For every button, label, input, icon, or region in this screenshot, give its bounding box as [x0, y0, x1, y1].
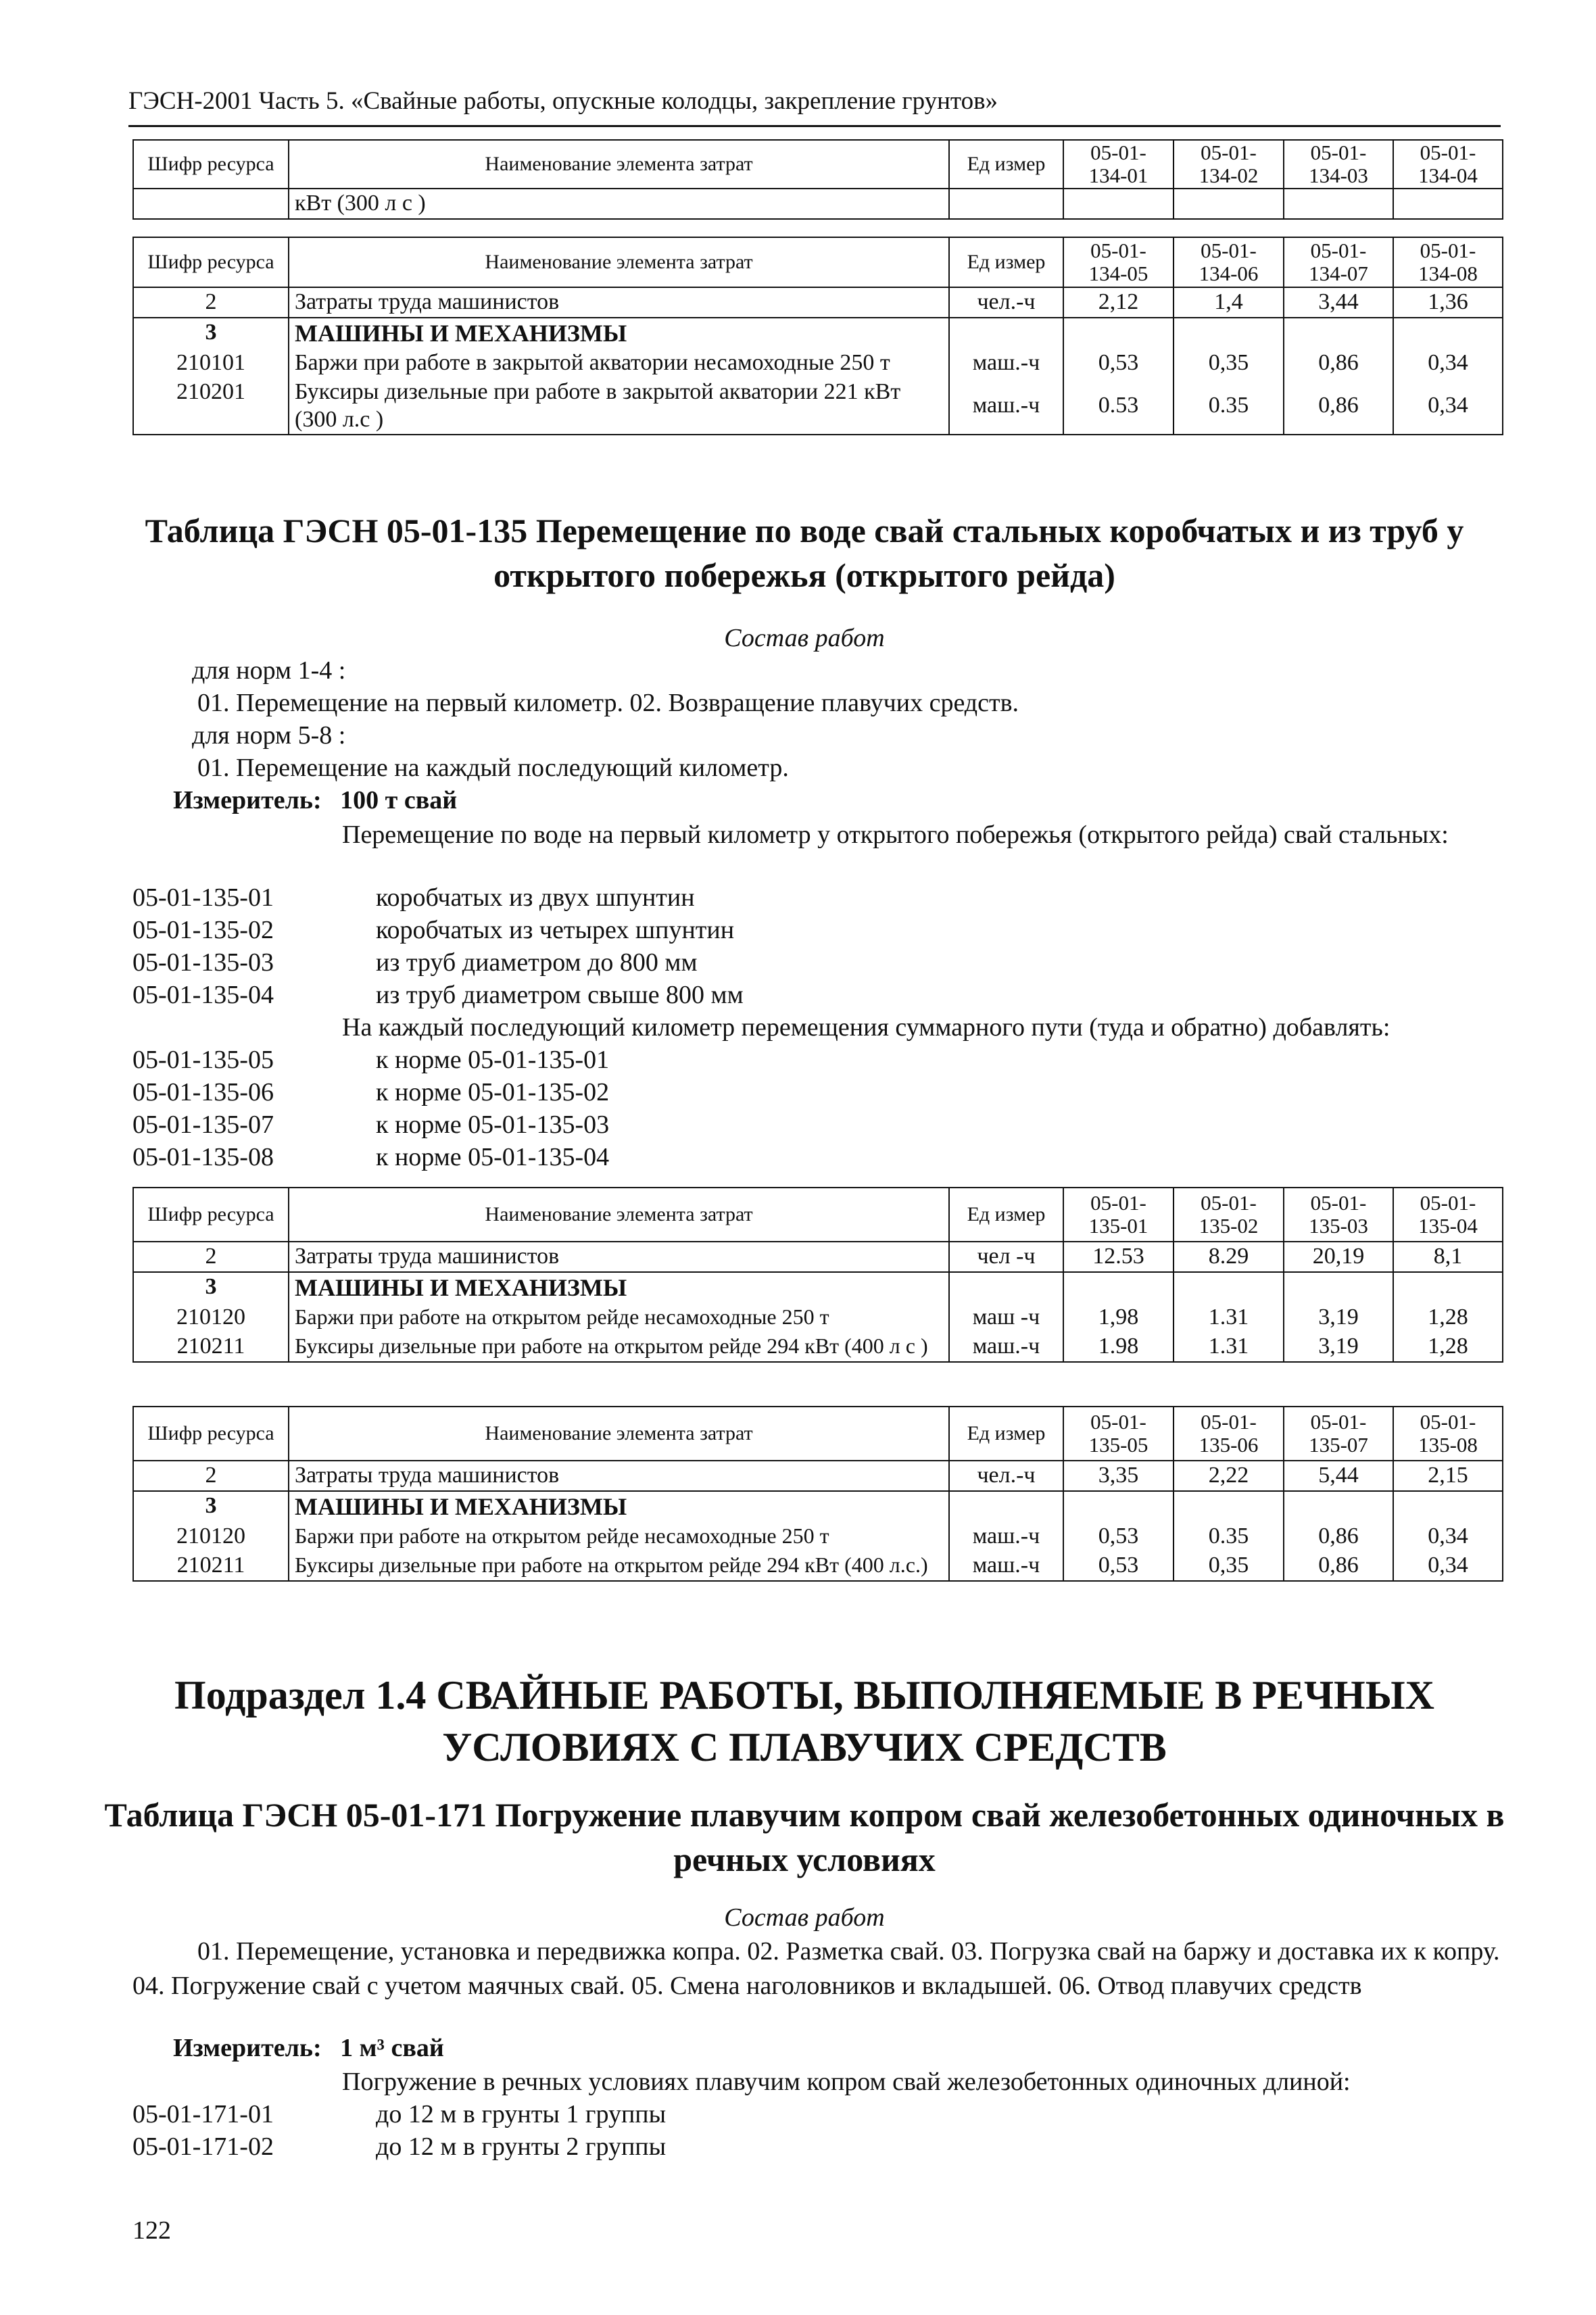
col-header-name: Наименование элемента затрат: [289, 1188, 949, 1242]
work-description: 01. Перемещение на первый километр. 02. Возвращение плавучих средств.: [197, 689, 1019, 717]
list-item: [132, 1045, 1484, 1076]
resource-code: 2: [133, 1461, 289, 1491]
resource-code: 210211: [133, 1551, 289, 1581]
col-header-norm: 05-01- 134-07: [1284, 237, 1393, 287]
subsection-title: Подраздел 1.4 СВАЙНЫЕ РАБОТЫ, ВЫПОЛНЯЕМЫЕ В РЕЧНЫХ УСЛОВИЯХ С ПЛАВУЧИХ СРЕДСТВ: [174, 1673, 1434, 1770]
value-cell: 3,19: [1284, 1303, 1393, 1332]
col-header-name: Наименование элемента затрат: [289, 140, 949, 189]
work-description: 01. Перемещение, установка и передвижка копра. 02. Разметка свай. 03. Погрузка свай на баржу и доставка их к копру. 04. Погружение свай с учетом маячных свай. 05. Смена наголовников и вкладышей. 06. Отвод плавучих средств: [132, 1937, 1500, 2000]
table-row: [133, 287, 1503, 318]
section-label: МАШИНЫ И МЕХАНИЗМЫ: [289, 1491, 949, 1522]
measure-label: [173, 785, 457, 815]
col-header-name: Наименование элемента затрат: [289, 237, 949, 287]
col-header-code: Шифр ресурса: [133, 237, 289, 287]
value-cell: 2,15: [1393, 1461, 1503, 1491]
table-row: [133, 1522, 1503, 1551]
measure-label-text: Измеритель:: [173, 786, 322, 814]
resource-code: 210201: [133, 378, 289, 435]
col-header-norm: 05-01- 135-08: [1393, 1407, 1503, 1461]
value-cell: 12.53: [1063, 1242, 1174, 1272]
value-cell: 3,44: [1284, 287, 1393, 318]
table-row: [133, 349, 1503, 378]
resource-unit: маш.-ч: [949, 378, 1063, 435]
norm-code: 05-01-135-03: [132, 948, 274, 977]
value-cell: 0,35: [1174, 1551, 1284, 1581]
list-item: [132, 883, 1484, 914]
norm-description: к норме 05-01-135-04: [376, 1143, 610, 1171]
col-header-norm: 05-01- 134-04: [1393, 140, 1503, 189]
section-label-sostav: Состав работ: [724, 1903, 885, 1932]
table-row: [133, 1272, 1503, 1303]
col-header-unit: Ед измер: [949, 1407, 1063, 1461]
resource-name: Затраты труда машинистов: [289, 1461, 949, 1491]
resource-name: Баржи при работе на открытом рейде несамоходные 250 т: [289, 1303, 949, 1332]
value-cell: 20,19: [1284, 1242, 1393, 1272]
norms-intro: На каждый последующий километр перемещения суммарного пути (туда и обратно) добавлять:: [342, 1013, 1391, 1042]
table-row: [133, 1491, 1503, 1522]
col-header-norm: 05-01- 135-05: [1063, 1407, 1174, 1461]
resource-name: Буксиры дизельные при работе в закрытой акватории 221 кВт (300 л.с ): [289, 378, 949, 435]
resource-name: Затраты труда машинистов: [289, 287, 949, 318]
col-header-norm: 05-01- 134-03: [1284, 140, 1393, 189]
col-header-norm: 05-01- 135-07: [1284, 1407, 1393, 1461]
resource-unit: маш.-ч: [949, 1332, 1063, 1362]
measure-label-text: Измеритель:: [173, 2034, 322, 2062]
value-cell: 8.29: [1174, 1242, 1284, 1272]
resource-unit: маш.-ч: [949, 1522, 1063, 1551]
resource-unit: чел.-ч: [949, 287, 1063, 318]
col-header-norm: 05-01- 134-06: [1174, 237, 1284, 287]
resource-unit: чел.-ч: [949, 1461, 1063, 1491]
value-cell: 0,53: [1063, 349, 1174, 378]
col-header-norm: 05-01- 134-01: [1063, 140, 1174, 189]
norm-code: 05-01-135-05: [132, 1046, 274, 1074]
table-row: [133, 1303, 1503, 1332]
resource-unit: маш -ч: [949, 1303, 1063, 1332]
norm-description: до 12 м в грунты 1 группы: [376, 2100, 667, 2128]
col-header-norm: 05-01- 134-08: [1393, 237, 1503, 287]
norm-description: к норме 05-01-135-03: [376, 1111, 610, 1139]
measure-label: [173, 2033, 444, 2063]
list-item: [132, 980, 1484, 1011]
resource-table-134-2: [132, 237, 1503, 435]
value-cell: 1.31: [1174, 1332, 1284, 1362]
value-cell: 0,34: [1393, 378, 1503, 435]
value-cell: 1.31: [1174, 1303, 1284, 1332]
value-cell: 1,28: [1393, 1303, 1503, 1332]
value-cell: 5,44: [1284, 1461, 1393, 1491]
list-item: [132, 948, 1484, 979]
value-cell: 1,98: [1063, 1303, 1174, 1332]
resource-code: 210101: [133, 349, 289, 378]
norm-description: коробчатых из двух шпунтин: [376, 883, 695, 912]
resource-name: Баржи при работе в закрытой акватории несамоходные 250 т: [289, 349, 949, 378]
norm-code: 05-01-135-04: [132, 981, 274, 1009]
resource-name: Буксиры дизельные при работе на открытом рейде 294 кВт (400 л.с.): [289, 1551, 949, 1581]
norm-code: 05-01-135-08: [132, 1143, 274, 1171]
table-row: [133, 1332, 1503, 1362]
norm-code: 05-01-135-02: [132, 916, 274, 944]
col-header-norm: 05-01- 135-01: [1063, 1188, 1174, 1242]
norms-intro: Перемещение по воде на первый километр у открытого побережья (открытого рейда) свай стальных:: [342, 821, 1449, 849]
table-row: [133, 1461, 1503, 1491]
resource-code: 3: [133, 1272, 289, 1303]
value-cell: 0,34: [1393, 1551, 1503, 1581]
col-header-code: Шифр ресурса: [133, 140, 289, 189]
resource-unit: маш.-ч: [949, 349, 1063, 378]
resource-code: 3: [133, 318, 289, 349]
value-cell: 2,22: [1174, 1461, 1284, 1491]
list-item: [132, 2132, 1484, 2163]
norm-description: до 12 м в грунты 2 группы: [376, 2133, 667, 2161]
table-row: [133, 1551, 1503, 1581]
value-cell: 0.53: [1063, 378, 1174, 435]
list-item: [132, 1142, 1484, 1173]
table-title-135: Таблица ГЭСН 05-01-135 Перемещение по воде свай стальных коробчатых и из труб у открытого побережья (открытого рейда): [145, 512, 1464, 594]
resource-code: 210211: [133, 1332, 289, 1362]
resource-table-135-2: [132, 1406, 1503, 1582]
col-header-unit: Ед измер: [949, 237, 1063, 287]
col-header-code: Шифр ресурса: [133, 1407, 289, 1461]
col-header-code: Шифр ресурса: [133, 1188, 289, 1242]
norm-description: из труб диаметром до 800 мм: [376, 948, 698, 977]
table-row: [133, 1242, 1503, 1272]
value-cell: 0,86: [1284, 1522, 1393, 1551]
value-cell: 2,12: [1063, 287, 1174, 318]
value-cell: 0,86: [1284, 1551, 1393, 1581]
table-row: [133, 378, 1503, 435]
value-cell: 1.98: [1063, 1332, 1174, 1362]
col-header-unit: Ед измер: [949, 1188, 1063, 1242]
value-cell: 0,34: [1393, 1522, 1503, 1551]
section-label: МАШИНЫ И МЕХАНИЗМЫ: [289, 1272, 949, 1303]
norm-description: к норме 05-01-135-02: [376, 1078, 610, 1106]
resource-unit: чел -ч: [949, 1242, 1063, 1272]
value-cell: 1,36: [1393, 287, 1503, 318]
resource-table-134-1: [132, 139, 1503, 220]
measure-value: 100 т свай: [340, 786, 458, 814]
measure-value: 1 м³ свай: [340, 2034, 444, 2062]
resource-code: 210120: [133, 1303, 289, 1332]
col-header-norm: 05-01- 135-03: [1284, 1188, 1393, 1242]
value-cell: 3,19: [1284, 1332, 1393, 1362]
norm-code: 05-01-171-01: [132, 2100, 274, 2128]
norm-description: к норме 05-01-135-01: [376, 1046, 610, 1074]
norm-group-label: для норм 5-8 :: [192, 721, 346, 750]
value-cell: 8,1: [1393, 1242, 1503, 1272]
value-cell: 0.35: [1174, 378, 1284, 435]
table-title-171: Таблица ГЭСН 05-01-171 Погружение плавучим копром свай железобетонных одиночных в речных условиях: [104, 1796, 1505, 1878]
col-header-norm: 05-01- 134-05: [1063, 237, 1174, 287]
col-header-norm: 05-01- 135-02: [1174, 1188, 1284, 1242]
norm-description: из труб диаметром свыше 800 мм: [376, 981, 744, 1009]
value-cell: 0,34: [1393, 349, 1503, 378]
norm-code: 05-01-135-01: [132, 883, 274, 912]
table-row: [133, 318, 1503, 349]
resource-code: 3: [133, 1491, 289, 1522]
resource-code: 2: [133, 287, 289, 318]
value-cell: 0,86: [1284, 349, 1393, 378]
resource-name: Буксиры дизельные при работе на открытом рейде 294 кВт (400 л с ): [289, 1332, 949, 1362]
list-item: [132, 1077, 1484, 1108]
value-cell: 1,28: [1393, 1332, 1503, 1362]
value-cell: 0,86: [1284, 378, 1393, 435]
norm-code: 05-01-135-07: [132, 1111, 274, 1139]
col-header-norm: 05-01- 135-06: [1174, 1407, 1284, 1461]
resource-table-135-1: [132, 1187, 1503, 1363]
resource-name: кВт (300 л с ): [289, 189, 949, 219]
list-item: [132, 1110, 1484, 1141]
resource-code: 210120: [133, 1522, 289, 1551]
resource-name: Баржи при работе на открытом рейде несамоходные 250 т: [289, 1522, 949, 1551]
value-cell: 0.35: [1174, 1522, 1284, 1551]
col-header-norm: 05-01- 134-02: [1174, 140, 1284, 189]
col-header-norm: 05-01- 135-04: [1393, 1188, 1503, 1242]
resource-code: 2: [133, 1242, 289, 1272]
value-cell: 0,35: [1174, 349, 1284, 378]
col-header-name: Наименование элемента затрат: [289, 1407, 949, 1461]
section-label: МАШИНЫ И МЕХАНИЗМЫ: [289, 318, 949, 349]
list-item: [132, 915, 1484, 946]
resource-unit: маш.-ч: [949, 1551, 1063, 1581]
norm-description: коробчатых из четырех шпунтин: [376, 916, 735, 944]
resource-name: Затраты труда машинистов: [289, 1242, 949, 1272]
norms-intro: Погружение в речных условиях плавучим копром свай железобетонных одиночных длиной:: [342, 2068, 1351, 2096]
norm-group-label: для норм 1-4 :: [192, 656, 346, 685]
page-number: 122: [132, 2216, 171, 2245]
col-header-unit: Ед измер: [949, 140, 1063, 189]
running-header: ГЭСН-2001 Часть 5. «Свайные работы, опускные колодцы, закрепление грунтов»: [128, 87, 1501, 127]
work-description: 01. Перемещение на каждый последующий километр.: [197, 754, 789, 782]
value-cell: 0,53: [1063, 1522, 1174, 1551]
norm-code: 05-01-135-06: [132, 1078, 274, 1106]
list-item: [132, 2099, 1484, 2130]
value-cell: 3,35: [1063, 1461, 1174, 1491]
value-cell: 1,4: [1174, 287, 1284, 318]
value-cell: 0,53: [1063, 1551, 1174, 1581]
norm-code: 05-01-171-02: [132, 2133, 274, 2161]
section-label-sostav: Состав работ: [724, 624, 885, 652]
